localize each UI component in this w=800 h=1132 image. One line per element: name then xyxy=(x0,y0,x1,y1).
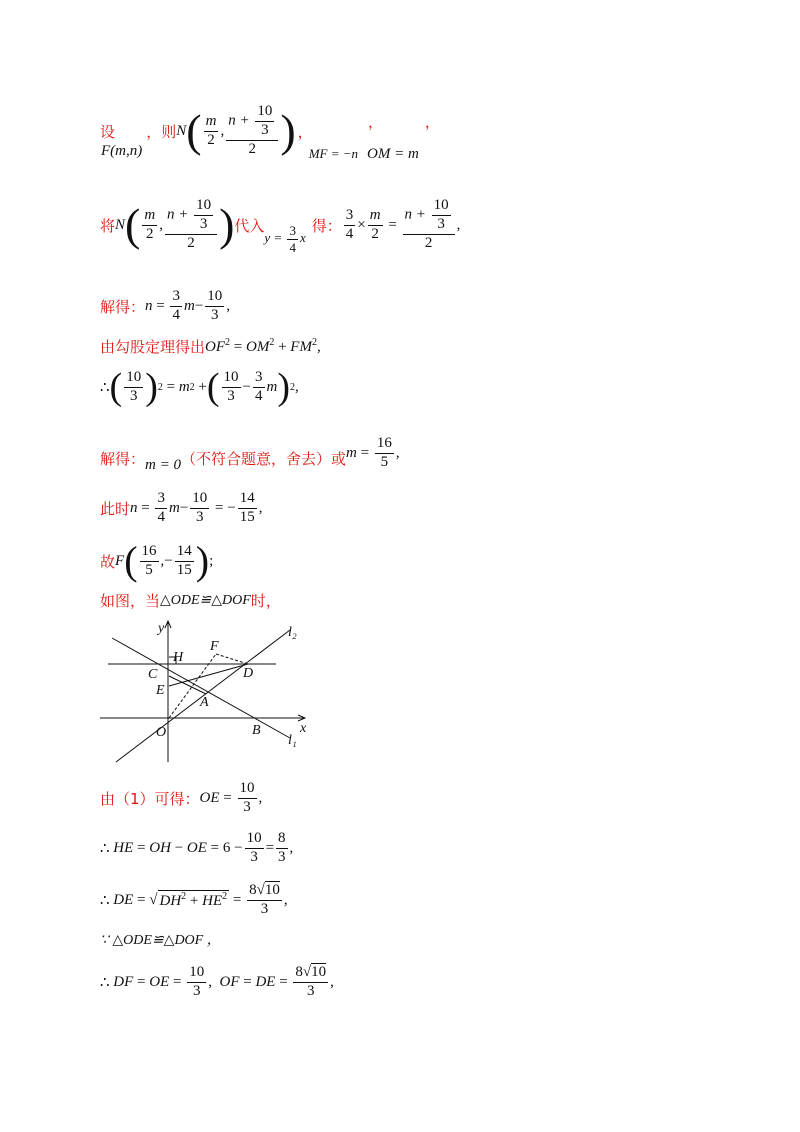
line-9 xyxy=(100,589,281,611)
label-h: H xyxy=(173,650,184,665)
label-c: C xyxy=(148,667,158,682)
line-14 xyxy=(100,960,334,1004)
text-shi: 时， xyxy=(250,591,281,610)
line-l1 xyxy=(112,638,290,738)
line-10 xyxy=(100,776,262,820)
formula-OM: OM = m xyxy=(367,145,419,162)
formula-F-result: F ( $\frac{16}{5}$ ,− $\frac{14}{15}$ ) ; xyxy=(115,538,214,583)
line-4 xyxy=(100,334,321,358)
formula-line-y: y = $\frac{3}{4}$ x xyxy=(264,222,306,255)
formula-m: m = $\frac{16}{5}$ , xyxy=(346,434,400,470)
label-d: D xyxy=(243,666,254,681)
label-o: O xyxy=(156,725,167,740)
text-jiede-1: 解得： xyxy=(100,297,146,316)
line-11 xyxy=(100,826,293,870)
formula-m0: m = 0 xyxy=(145,456,181,473)
formula-df: ∴ DF = OE = $\frac{10}{3}$ , OF = DE = $\frac{8√10}{3}$ , xyxy=(100,963,334,999)
text-jiede-2: 解得： xyxy=(100,449,146,468)
geometry-figure xyxy=(98,616,320,772)
text-you1: 由（1）可得： xyxy=(100,789,200,808)
label-y: y xyxy=(158,621,165,636)
label-e: E xyxy=(156,683,165,698)
formula-oe: OE = $\frac{10}{3}$ , xyxy=(199,779,263,815)
text-jiang: 将 xyxy=(100,216,116,235)
comma-3: ， xyxy=(424,112,440,131)
formula-equation: ∴ ( $\frac{10}{3}$ ) 2 = m 2 + ( $\frac{10}{3}$ − $\frac{3}{4}$ m ) 2 , xyxy=(100,366,299,408)
formula-congruent: △ODE≌△DOF xyxy=(160,592,251,608)
text-note: （不符合题意，舍去）或 xyxy=(180,449,346,468)
text-dairu: 代入 xyxy=(234,216,265,235)
text-gougu: 由勾股定理得出 xyxy=(100,337,206,356)
formula-since-congruent: ∵ △ODE≌△DOF ， xyxy=(100,933,221,948)
formula-F: F(m,n) xyxy=(101,142,143,159)
formula-substitution: $\frac{3}{4}$ × $\frac{m}{2}$ = n + $\frac{10}{3}$ 2 , xyxy=(345,197,461,251)
segment-fd xyxy=(216,654,248,664)
line-1 xyxy=(100,96,440,166)
text-she: 设 xyxy=(100,122,116,141)
formula-n-value: n = $\frac{3}{4}$ m − $\frac{10}{3}$ = − $\frac{14}{15}$ , xyxy=(130,489,263,525)
line-7 xyxy=(100,486,262,530)
text-rutu: 如图，当 xyxy=(100,591,161,610)
line-3 xyxy=(100,284,230,328)
label-x: x xyxy=(300,721,307,736)
formula-pythagoras: $OF^2 = OM^2 + FM^2$, xyxy=(205,336,321,355)
formula-n: n = $\frac{3}{4}$ m − $\frac{10}{3}$ , xyxy=(145,287,231,323)
comma-1: ， xyxy=(297,122,313,141)
formula-he: ∴ HE = OH − OE = 6 − $\frac{10}{3}$ = $\frac{8}{3}$ , xyxy=(100,829,294,865)
comma-2: ， xyxy=(368,112,384,131)
label-b: B xyxy=(252,723,261,738)
text-ze: ，则 xyxy=(146,122,177,141)
segment-ed xyxy=(169,664,248,686)
text-gu: 故 xyxy=(100,552,116,571)
line-8 xyxy=(100,538,213,584)
text-de: 得： xyxy=(311,216,342,235)
formula-MF: MF = −n xyxy=(308,146,359,161)
formula-N: N ( $\frac{m}{2}$ , n + $\frac{10}{3}$ 2 ) xyxy=(176,103,296,157)
label-l2: l₂ xyxy=(288,625,297,640)
line-5 xyxy=(100,362,299,412)
line-13 xyxy=(100,928,221,950)
formula-N-2: N ( $\frac{m}{2}$ , n + $\frac{10}{3}$ 2 ) xyxy=(115,197,235,251)
label-a: A xyxy=(200,695,209,710)
line-6 xyxy=(100,436,400,480)
line-12 xyxy=(100,878,288,922)
label-l1: l₁ xyxy=(288,733,297,748)
label-f: F xyxy=(210,639,219,654)
segment-ca xyxy=(169,676,206,694)
text-cishi: 此时 xyxy=(100,499,131,518)
line-2 xyxy=(100,190,460,260)
formula-de: ∴ DE = √ $DH^2 + HE^2$ = $\frac{8√10}{3}$ , xyxy=(100,881,288,917)
